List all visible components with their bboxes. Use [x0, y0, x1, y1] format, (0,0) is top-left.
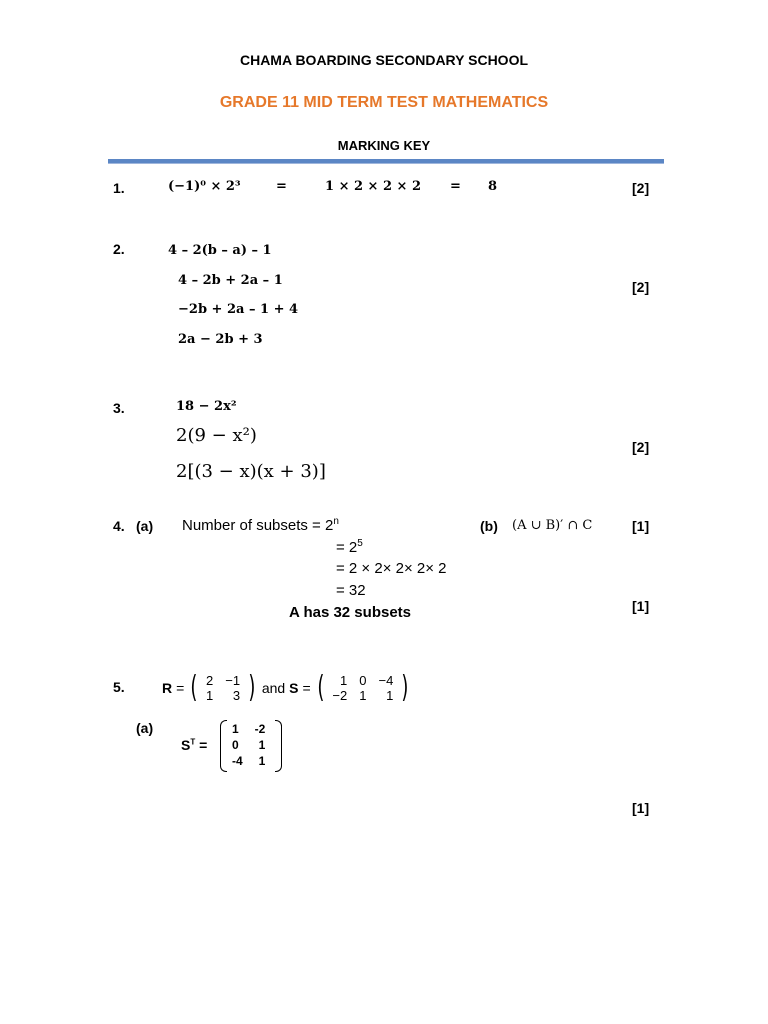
and-text: and — [261, 679, 286, 696]
q1-mark: [2] — [632, 180, 650, 196]
q1-expression: (−1)⁰ × 2³ — [168, 179, 241, 194]
matrix-cell: 1 — [232, 722, 239, 736]
matrix-cell: 0 — [232, 738, 239, 752]
q4-part-a: (a) — [136, 518, 154, 534]
q4-part-b: (b) — [480, 518, 498, 534]
matrix-cell: 1 — [206, 687, 214, 703]
matrix-cell: 2 — [206, 672, 214, 688]
r-matrix — [200, 673, 246, 703]
matrix-cell: 1 — [386, 687, 394, 703]
s-open-paren: ( — [317, 670, 325, 705]
school-name: CHAMA BOARDING SECONDARY SCHOOL — [239, 52, 529, 68]
matrix-cell: -4 — [232, 754, 243, 768]
st-matrix — [220, 720, 282, 772]
matrix-cell: 0 — [359, 672, 367, 688]
matrix-cell: 1 — [258, 754, 266, 768]
q1-result: 8 — [488, 179, 498, 194]
q5-number: 5. — [113, 679, 125, 695]
q3-mark: [2] — [632, 439, 650, 455]
q3-number: 3. — [113, 400, 125, 416]
q1-equals-1: = — [276, 179, 287, 194]
q2-line-1: 4 – 2(b – a) – 1 — [168, 243, 272, 258]
q4-conclusion: A has 32 subsets — [289, 604, 411, 621]
q3-line-3: 2[(3 − x)(x + 3)] — [176, 461, 326, 482]
q2-line-3: −2b + 2a – 1 + 4 — [178, 302, 299, 317]
q1-step: 1 × 2 × 2 × 2 — [325, 179, 422, 194]
q4-subsets-formula: Number of subsets = $2^n$ — [182, 516, 339, 534]
q4-step-3: = 32 — [336, 582, 366, 599]
r-close-paren: ) — [248, 670, 256, 705]
q2-line-4: 2a − 2b + 3 — [178, 332, 263, 347]
test-title: GRADE 11 MID TERM TEST MATHEMATICS — [219, 94, 549, 111]
q2-line-2: 4 – 2b + 2a – 1 — [178, 273, 283, 288]
header-divider — [108, 159, 664, 164]
q4-mark-1: [1] — [632, 518, 650, 534]
st-right-bracket — [275, 720, 282, 772]
q4-part-b-expression: (A ∪ B)′ ∩ C — [512, 518, 593, 533]
q3-line-1: 18 − 2x² — [176, 399, 237, 414]
matrix-cell: 3 — [232, 687, 241, 703]
matrix-cell: 1 — [340, 672, 348, 688]
q4-mark-2: [1] — [632, 598, 650, 614]
q1-number: 1. — [113, 180, 125, 196]
q4-step-2: = 2 × 2× 2× 2× 2 — [336, 560, 447, 577]
matrix-cell: −2 — [332, 687, 348, 703]
matrix-cell: −4 — [378, 672, 394, 688]
q4-step-1: = $2^5$ — [336, 538, 363, 556]
q2-number: 2. — [113, 241, 125, 257]
q2-mark: [2] — [632, 279, 650, 295]
q5-matrices — [162, 670, 411, 705]
matrix-cell: −1 — [225, 672, 241, 688]
s-matrix — [326, 673, 399, 703]
s-label: S — [289, 679, 299, 696]
matrix-cell: -2 — [254, 722, 266, 736]
q1-equals-2: = — [450, 179, 461, 194]
matrix-cell: 1 — [258, 738, 266, 752]
q5-mark: [1] — [632, 800, 650, 816]
r-open-paren: ( — [190, 670, 198, 705]
matrix-cell: 1 — [359, 687, 367, 703]
q3-line-2: 2(9 − x²) — [176, 425, 257, 446]
q5-part-a: (a) — [136, 720, 154, 736]
marking-key-heading: MARKING KEY — [337, 138, 431, 153]
q4-number: 4. — [113, 518, 125, 534]
s-close-paren: ) — [401, 670, 409, 705]
s-equals: = — [302, 679, 311, 696]
st-label: $S^T$ = — [181, 737, 208, 753]
r-label: R — [162, 679, 173, 696]
r-equals: = — [176, 679, 185, 696]
